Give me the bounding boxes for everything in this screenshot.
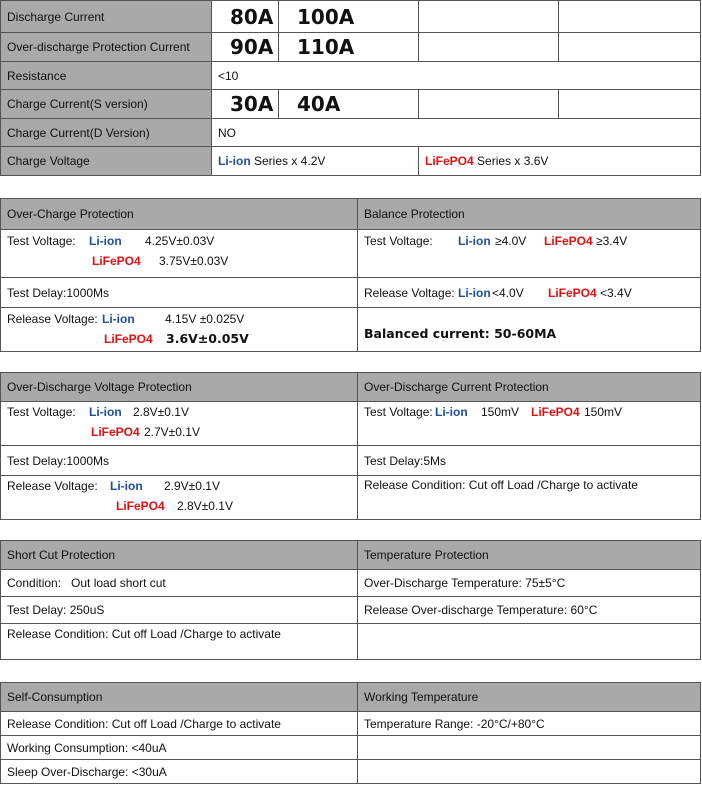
sleep-row bbox=[1, 760, 701, 784]
charge-current-s-label: Charge Current(S version) bbox=[1, 90, 212, 119]
li-ion-label: Li-ion bbox=[89, 405, 122, 419]
li-ion-value: <4.0V bbox=[492, 285, 524, 300]
empty-cell bbox=[559, 90, 701, 119]
resistance-value: <10 bbox=[212, 62, 701, 90]
balance-release-voltage bbox=[358, 278, 701, 308]
overdischarge-current-release-condition: Release Condition: Cut off Load /Charge to activate bbox=[358, 476, 701, 520]
balance-title: Balance Protection bbox=[358, 199, 701, 230]
release-voltage-label: Release Voltage: bbox=[7, 479, 98, 493]
working-temperature-title: Working Temperature bbox=[358, 683, 701, 712]
charge-current-s-v2: 40A bbox=[279, 90, 419, 119]
test-voltage-row bbox=[1, 230, 701, 278]
working-consumption: Working Consumption: <40uA bbox=[1, 736, 358, 760]
overcharge-release-voltage bbox=[1, 308, 358, 352]
shortcut-temperature-table bbox=[0, 540, 701, 660]
overdischarge-table bbox=[0, 372, 701, 520]
overdischarge-current-title: Over-Discharge Current Protection bbox=[358, 373, 701, 402]
release-voltage-label: Release Voltage: bbox=[364, 285, 455, 300]
resistance-row bbox=[1, 62, 701, 90]
empty-cell bbox=[419, 33, 559, 62]
li-ion-series-text: Series x 4.2V bbox=[254, 154, 326, 168]
self-consumption-title: Self-Consumption bbox=[1, 683, 358, 712]
discharge-current-v1: 80A bbox=[212, 1, 279, 33]
empty-cell bbox=[419, 90, 559, 119]
li-ion-value: 2.9V±0.1V bbox=[164, 479, 220, 493]
lifepo4-value: ≥3.4V bbox=[596, 234, 628, 248]
resistance-label: Resistance bbox=[1, 62, 212, 90]
release-over-discharge-temperature: Release Over-discharge Temperature: 60°C bbox=[358, 597, 701, 624]
balanced-current: Balanced current: 50-60MA bbox=[358, 308, 701, 352]
short-cut-test-delay: Test Delay: 250uS bbox=[1, 597, 358, 624]
temperature-range: Temperature Range: -20°C/+80°C bbox=[358, 712, 701, 736]
overcharge-test-delay: Test Delay:1000Ms bbox=[1, 278, 358, 308]
discharge-current-row bbox=[1, 1, 701, 33]
release-voltage-label: Release Voltage: bbox=[7, 312, 98, 326]
empty-cell bbox=[358, 736, 701, 760]
overcharge-test-voltage bbox=[1, 230, 358, 278]
charge-voltage-li-ion bbox=[212, 147, 419, 176]
balance-test-voltage bbox=[358, 230, 701, 278]
li-ion-label: Li-ion bbox=[435, 405, 468, 419]
release-row bbox=[1, 476, 701, 520]
lifepo4-value: 150mV bbox=[584, 405, 623, 419]
empty-cell bbox=[358, 624, 701, 660]
test-voltage-label: Test Voltage: bbox=[364, 234, 433, 248]
overdischarge-voltage-release bbox=[1, 476, 358, 520]
lifepo4-value: 2.8V±0.1V bbox=[177, 499, 233, 513]
lifepo4-value: 3.75V±0.03V bbox=[159, 254, 229, 268]
section-header-row bbox=[1, 683, 701, 712]
li-ion-label: Li-ion bbox=[89, 234, 122, 248]
li-ion-label: Li-ion bbox=[458, 234, 491, 248]
section-header-row bbox=[1, 373, 701, 402]
lifepo4-label: LiFePO4 bbox=[104, 332, 153, 346]
li-ion-value: 150mV bbox=[481, 405, 520, 419]
self-consumption-release-condition: Release Condition: Cut off Load /Charge to activate bbox=[1, 712, 358, 736]
lifepo4-value: 2.7V±0.1V bbox=[144, 425, 200, 439]
charge-voltage-label: Charge Voltage bbox=[1, 147, 212, 176]
discharge-current-label: Discharge Current bbox=[1, 1, 212, 33]
overcharge-title: Over-Charge Protection bbox=[1, 199, 358, 230]
empty-cell bbox=[559, 1, 701, 33]
charge-current-s-row bbox=[1, 90, 701, 119]
over-discharge-current-v2: 110A bbox=[279, 33, 419, 62]
release-row bbox=[1, 624, 701, 660]
release-balance-row bbox=[1, 308, 701, 352]
short-cut-title: Short Cut Protection bbox=[1, 541, 358, 570]
li-ion-value: 4.15V ±0.025V bbox=[165, 312, 245, 326]
charge-current-s-v1: 30A bbox=[212, 90, 279, 119]
charge-voltage-row bbox=[1, 147, 701, 176]
overdischarge-current-test-voltage bbox=[358, 402, 701, 446]
li-ion-label: Li-ion bbox=[110, 479, 143, 493]
over-discharge-current-label: Over-discharge Protection Current bbox=[1, 33, 212, 62]
li-ion-label: Li-ion bbox=[102, 312, 135, 326]
overdischarge-voltage-title: Over-Discharge Voltage Protection bbox=[1, 373, 358, 402]
over-discharge-current-v1: 90A bbox=[212, 33, 279, 62]
section-header-row bbox=[1, 199, 701, 230]
delay-row bbox=[1, 597, 701, 624]
test-voltage-label: Test Voltage: bbox=[7, 234, 76, 248]
lifepo4-label: LiFePO4 bbox=[548, 285, 597, 300]
short-cut-release-condition: Release Condition: Cut off Load /Charge to activate bbox=[1, 624, 358, 660]
empty-cell bbox=[559, 33, 701, 62]
lifepo4-label: LiFePO4 bbox=[92, 254, 141, 268]
empty-cell bbox=[358, 760, 701, 784]
self-consumption-table bbox=[0, 682, 701, 784]
delay-release-row bbox=[1, 278, 701, 308]
lifepo4-label: LiFePO4 bbox=[531, 405, 580, 419]
lifepo4-series-text: Series x 3.6V bbox=[477, 154, 549, 168]
over-discharge-current-row bbox=[1, 33, 701, 62]
empty-cell bbox=[419, 1, 559, 33]
charge-voltage-lifepo4 bbox=[419, 147, 701, 176]
li-ion-label: Li-ion bbox=[458, 285, 491, 300]
li-ion-value: ≥4.0V bbox=[495, 234, 527, 248]
li-ion-value: 2.8V±0.1V bbox=[133, 405, 189, 419]
test-delay-row bbox=[1, 446, 701, 476]
li-ion-label: Li-ion bbox=[218, 154, 251, 168]
charge-current-d-row bbox=[1, 119, 701, 147]
lifepo4-value: 3.6V±0.05V bbox=[166, 331, 249, 346]
overcharge-balance-table bbox=[0, 198, 701, 352]
test-voltage-label: Test Voltage: bbox=[7, 405, 76, 419]
lifepo4-label: LiFePO4 bbox=[425, 154, 474, 168]
lifepo4-label: LiFePO4 bbox=[116, 499, 165, 513]
working-consumption-row bbox=[1, 736, 701, 760]
overdischarge-voltage-test-delay: Test Delay:1000Ms bbox=[1, 446, 358, 476]
temperature-title: Temperature Protection bbox=[358, 541, 701, 570]
lifepo4-label: LiFePO4 bbox=[91, 425, 140, 439]
li-ion-value: 4.25V±0.03V bbox=[145, 234, 215, 248]
charge-current-d-value: NO bbox=[212, 119, 701, 147]
spec-table bbox=[0, 0, 701, 176]
test-voltage-label: Test Voltage: bbox=[364, 405, 433, 419]
discharge-current-v2: 100A bbox=[279, 1, 419, 33]
lifepo4-label: LiFePO4 bbox=[544, 234, 593, 248]
overdischarge-voltage-test-voltage bbox=[1, 402, 358, 446]
over-discharge-temperature: Over-Discharge Temperature: 75±5°C bbox=[358, 570, 701, 597]
sleep-over-discharge: Sleep Over-Discharge: <30uA bbox=[1, 760, 358, 784]
charge-current-d-label: Charge Current(D Version) bbox=[1, 119, 212, 147]
overdischarge-current-test-delay: Test Delay:5Ms bbox=[358, 446, 701, 476]
lifepo4-value: <3.4V bbox=[600, 285, 632, 300]
release-row bbox=[1, 712, 701, 736]
section-header-row bbox=[1, 541, 701, 570]
test-voltage-row bbox=[1, 402, 701, 446]
short-cut-condition: Condition: Out load short cut bbox=[1, 570, 358, 597]
condition-row bbox=[1, 570, 701, 597]
